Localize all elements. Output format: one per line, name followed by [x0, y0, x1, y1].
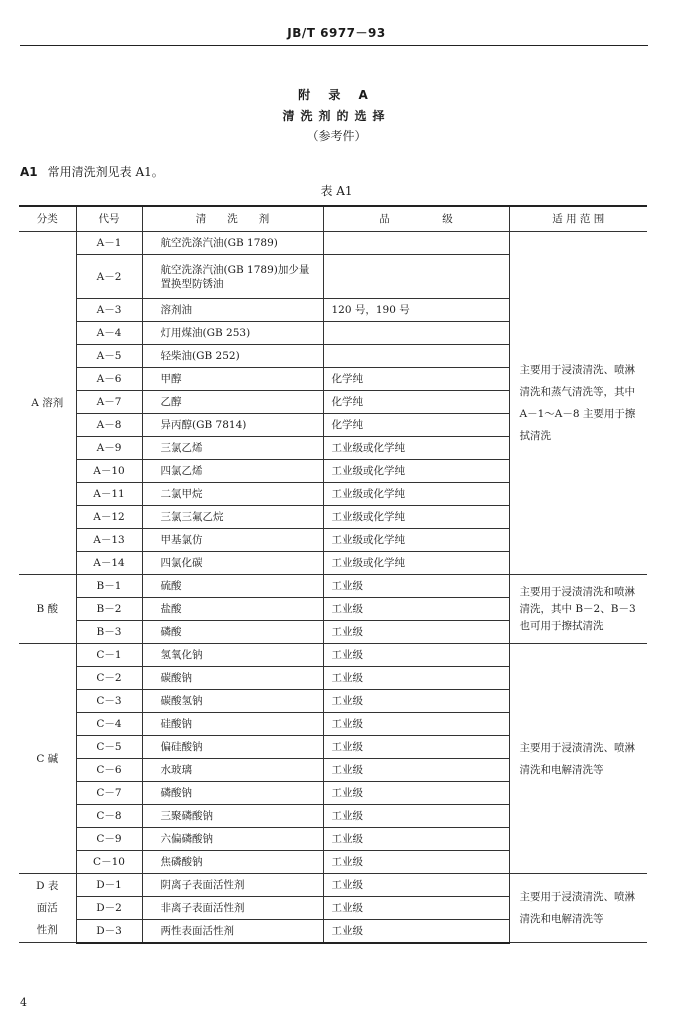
cleaner-name-cell: 溶剂油 [142, 299, 323, 322]
header-code: 代号 [76, 206, 142, 232]
code-cell: C－4 [76, 713, 142, 736]
code-cell: C－10 [76, 851, 142, 874]
grade-cell: 工业级 [323, 690, 509, 713]
cleaner-name-cell: 灯用煤油(GB 253) [142, 322, 323, 345]
cleaner-name-cell: 三氯三氟乙烷 [142, 506, 323, 529]
category-cell: B 酸 [19, 575, 76, 644]
page-number: 4 [20, 996, 27, 1009]
grade-cell [323, 232, 509, 255]
table-row [19, 874, 647, 897]
code-cell: A－7 [76, 391, 142, 414]
category-cell: C 碱 [19, 644, 76, 874]
cleaner-name-cell: 碳酸钠 [142, 667, 323, 690]
code-cell: B－2 [76, 598, 142, 621]
scope-cell: 主要用于浸渍清洗、喷淋清洗和电解清洗等 [509, 874, 647, 943]
code-cell: C－2 [76, 667, 142, 690]
grade-cell: 工业级 [323, 897, 509, 920]
header-scope: 适 用 范 围 [509, 206, 647, 232]
code-cell: A－13 [76, 529, 142, 552]
cleaner-name-cell: 磷酸 [142, 621, 323, 644]
code-cell: A－11 [76, 483, 142, 506]
header-category: 分类 [19, 206, 76, 232]
grade-cell: 工业级 [323, 828, 509, 851]
code-cell: A－6 [76, 368, 142, 391]
code-cell: A－12 [76, 506, 142, 529]
scope-cell: 主要用于浸渍清洗和喷淋清洗，其中 B－2、B－3 也可用于擦拭清洗 [509, 575, 647, 644]
code-cell: A－3 [76, 299, 142, 322]
scope-cell: 主要用于浸渍清洗、喷淋清洗和电解清洗等 [509, 644, 647, 874]
table-caption: 表 A1 [320, 184, 353, 198]
grade-cell: 工业级 [323, 598, 509, 621]
cleaner-name-cell: 硫酸 [142, 575, 323, 598]
grade-cell: 120 号，190 号 [323, 299, 509, 322]
code-cell: C－7 [76, 782, 142, 805]
code-cell: B－1 [76, 575, 142, 598]
cleaner-name-cell: 航空洗涤汽油(GB 1789) [142, 232, 323, 255]
section-text: 常用清洗剂见表 A1。 [47, 165, 164, 179]
grade-cell: 工业级或化学纯 [323, 460, 509, 483]
code-cell: C－1 [76, 644, 142, 667]
code-cell: C－8 [76, 805, 142, 828]
grade-cell: 工业级 [323, 759, 509, 782]
cleaner-name-cell: 磷酸钠 [142, 782, 323, 805]
cleaner-name-cell: 碳酸氢钠 [142, 690, 323, 713]
category-cell: D 表面活性剂 [19, 874, 76, 943]
grade-cell: 工业级 [323, 713, 509, 736]
cleaner-name-cell: 六偏磷酸钠 [142, 828, 323, 851]
code-cell: B－3 [76, 621, 142, 644]
table-body [19, 232, 647, 943]
grade-cell: 工业级或化学纯 [323, 437, 509, 460]
table-row [19, 575, 647, 598]
grade-cell: 工业级或化学纯 [323, 552, 509, 575]
appendix-subtitle: 清洗剂的选择 [282, 109, 391, 123]
cleaner-name-cell: 三氯乙烯 [142, 437, 323, 460]
code-cell: A－1 [76, 232, 142, 255]
grade-cell: 化学纯 [323, 414, 509, 437]
table-header-row [19, 206, 647, 232]
cleaner-name-cell: 水玻璃 [142, 759, 323, 782]
grade-cell: 工业级 [323, 805, 509, 828]
standard-code-header: JB/T 6977－93 [287, 26, 386, 40]
appendix-title: 附 录 A [298, 88, 375, 102]
table-row [19, 232, 647, 255]
cleaner-name-cell: 甲醇 [142, 368, 323, 391]
grade-cell: 工业级或化学纯 [323, 483, 509, 506]
grade-cell: 工业级 [323, 644, 509, 667]
cleaner-name-cell: 阴离子表面活性剂 [142, 874, 323, 897]
cleaner-name-cell: 四氯乙烯 [142, 460, 323, 483]
grade-cell [323, 322, 509, 345]
grade-cell: 化学纯 [323, 368, 509, 391]
cleaner-name-cell: 两性表面活性剂 [142, 920, 323, 943]
header-grade: 品 级 [323, 206, 509, 232]
code-cell: A－2 [76, 255, 142, 299]
cleaner-name-cell: 焦磷酸钠 [142, 851, 323, 874]
grade-cell [323, 345, 509, 368]
code-cell: A－9 [76, 437, 142, 460]
grade-cell: 工业级或化学纯 [323, 529, 509, 552]
appendix-note: （参考件） [306, 129, 367, 143]
grade-cell: 工业级 [323, 851, 509, 874]
cleaner-table [19, 205, 647, 944]
grade-cell: 工业级 [323, 736, 509, 759]
cleaner-name-cell: 氢氧化钠 [142, 644, 323, 667]
cleaner-name-cell: 二氯甲烷 [142, 483, 323, 506]
cleaner-name-cell: 盐酸 [142, 598, 323, 621]
cleaner-name-cell: 异丙醇(GB 7814) [142, 414, 323, 437]
code-cell: C－3 [76, 690, 142, 713]
grade-cell: 工业级 [323, 782, 509, 805]
grade-cell: 工业级 [323, 874, 509, 897]
code-cell: A－8 [76, 414, 142, 437]
cleaner-name-cell: 航空洗涤汽油(GB 1789)加少量置换型防锈油 [142, 255, 323, 299]
code-cell: A－14 [76, 552, 142, 575]
code-cell: D－3 [76, 920, 142, 943]
cleaner-name-cell: 三聚磷酸钠 [142, 805, 323, 828]
code-cell: C－9 [76, 828, 142, 851]
cleaner-name-cell: 偏硅酸钠 [142, 736, 323, 759]
cleaner-name-cell: 四氯化碳 [142, 552, 323, 575]
cleaner-name-cell: 非离子表面活性剂 [142, 897, 323, 920]
header-cleaner: 清 洗 剂 [142, 206, 323, 232]
section-number: A1 [20, 165, 38, 179]
cleaner-name-cell: 硅酸钠 [142, 713, 323, 736]
code-cell: D－2 [76, 897, 142, 920]
code-cell: D－1 [76, 874, 142, 897]
code-cell: A－5 [76, 345, 142, 368]
category-cell: A 溶剂 [19, 232, 76, 575]
cleaner-name-cell: 乙醇 [142, 391, 323, 414]
code-cell: C－6 [76, 759, 142, 782]
cleaner-name-cell: 甲基氯仿 [142, 529, 323, 552]
grade-cell: 化学纯 [323, 391, 509, 414]
grade-cell: 工业级 [323, 621, 509, 644]
grade-cell: 工业级 [323, 667, 509, 690]
cleaner-name-cell: 轻柴油(GB 252) [142, 345, 323, 368]
grade-cell [323, 255, 509, 299]
grade-cell: 工业级 [323, 575, 509, 598]
section-a1 [20, 163, 164, 180]
code-cell: A－10 [76, 460, 142, 483]
code-cell: C－5 [76, 736, 142, 759]
code-cell: A－4 [76, 322, 142, 345]
grade-cell: 工业级 [323, 920, 509, 943]
table-row [19, 644, 647, 667]
header-rule [20, 45, 648, 46]
scope-cell: 主要用于浸渍清洗、喷淋清洗和蒸气清洗等，其中 A－1～A－8 主要用于擦拭清洗 [509, 232, 647, 575]
grade-cell: 工业级或化学纯 [323, 506, 509, 529]
